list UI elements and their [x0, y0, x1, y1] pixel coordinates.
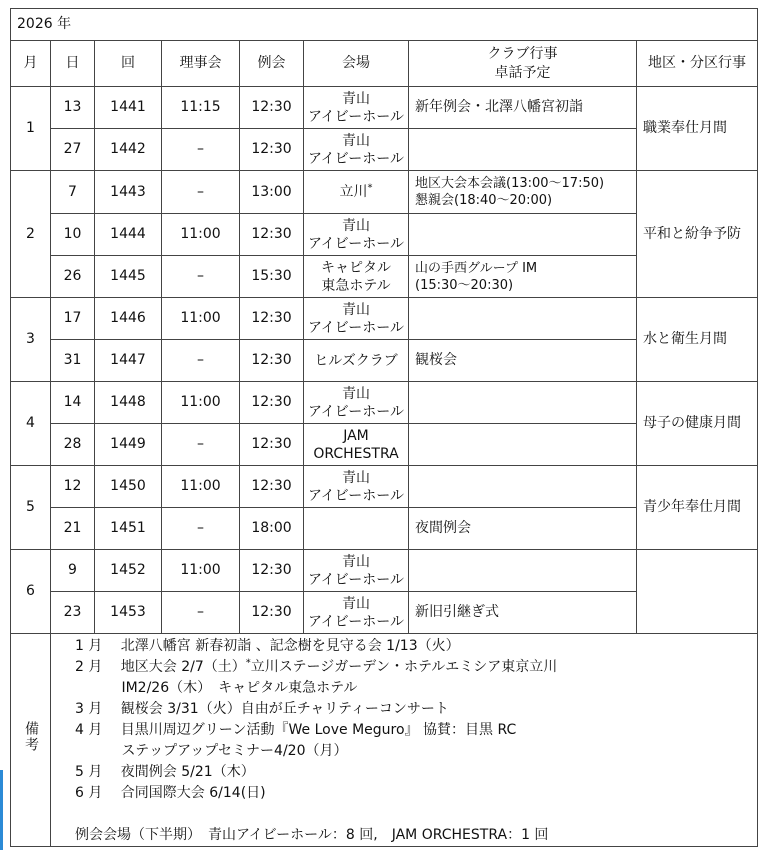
day-cell: 28 — [51, 424, 95, 466]
remark-line: IM2/26（木） キャピタル東急ホテル — [75, 680, 358, 696]
meeting-number-cell: 1453 — [95, 592, 162, 634]
event-cell — [409, 550, 637, 592]
venue-cell: 青山 アイビーホール — [304, 214, 409, 256]
table-row — [11, 298, 758, 340]
remark-line: 6 月 合同国際大会 6/14(日) — [75, 785, 266, 801]
board-time-cell: 11:00 — [162, 550, 240, 592]
meeting-number-cell: 1448 — [95, 382, 162, 424]
meeting-number-cell: 1447 — [95, 340, 162, 382]
board-time-cell: 11:00 — [162, 214, 240, 256]
event-cell — [409, 466, 637, 508]
district-cell: 母子の健康月間 — [637, 382, 758, 466]
day-cell: 14 — [51, 382, 95, 424]
day-cell: 9 — [51, 550, 95, 592]
remark-line: 例会会場（下半期） 青山アイビーホール：8 回, JAM ORCHESTRA：1 回 — [75, 827, 549, 843]
venue-cell: 青山 アイビーホール — [304, 382, 409, 424]
district-cell: 水と衛生月間 — [637, 298, 758, 382]
remark-line: 2 月 地区大会 2/7（土）*立川ステージガーデン・ホテルエミシア東京立川 — [75, 657, 558, 675]
day-cell: 13 — [51, 87, 95, 129]
meeting-time-cell: 15:30 — [240, 256, 304, 298]
event-cell: 新旧引継ぎ式 — [409, 592, 637, 634]
meeting-number-cell: 1449 — [95, 424, 162, 466]
district-cell — [637, 550, 758, 634]
column-header: 地区・分区行事 — [637, 41, 758, 87]
meeting-time-cell: 12:30 — [240, 87, 304, 129]
meeting-time-cell: 13:00 — [240, 171, 304, 214]
table-row — [11, 171, 758, 214]
remark-line: 5 月 夜間例会 5/21（木） — [75, 764, 255, 780]
event-cell — [409, 298, 637, 340]
board-time-cell: – — [162, 508, 240, 550]
year-header: 2026 年 — [11, 9, 758, 41]
day-cell: 7 — [51, 171, 95, 214]
district-cell: 職業奉仕月間 — [637, 87, 758, 171]
table-row — [11, 87, 758, 129]
meeting-time-cell: 12:30 — [240, 129, 304, 171]
meeting-number-cell: 1442 — [95, 129, 162, 171]
meeting-number-cell: 1443 — [95, 171, 162, 214]
meeting-number-cell: 1441 — [95, 87, 162, 129]
column-header: 会場 — [304, 41, 409, 87]
day-cell: 10 — [51, 214, 95, 256]
meeting-time-cell: 12:30 — [240, 382, 304, 424]
venue-cell: ヒルズクラブ — [304, 340, 409, 382]
board-time-cell: – — [162, 129, 240, 171]
day-cell: 17 — [51, 298, 95, 340]
meeting-number-cell: 1451 — [95, 508, 162, 550]
remark-line: 3 月 観桜会 3/31（火）自由が丘チャリティーコンサート — [75, 701, 449, 717]
board-time-cell: – — [162, 256, 240, 298]
district-cell: 平和と紛争予防 — [637, 171, 758, 298]
venue-cell: 青山 アイビーホール — [304, 87, 409, 129]
meeting-time-cell: 12:30 — [240, 550, 304, 592]
meeting-number-cell: 1452 — [95, 550, 162, 592]
board-time-cell: – — [162, 592, 240, 634]
event-cell — [409, 424, 637, 466]
event-cell: 地区大会本会議(13:00～17:50) 懇親会(18:40～20:00) — [409, 171, 637, 214]
schedule-table — [10, 8, 758, 847]
column-header: 月 — [11, 41, 51, 87]
day-cell: 21 — [51, 508, 95, 550]
asterisk-mark: * — [245, 657, 251, 669]
board-time-cell: – — [162, 171, 240, 214]
remarks-content — [51, 634, 758, 847]
meeting-number-cell: 1450 — [95, 466, 162, 508]
venue-cell: JAM ORCHESTRA — [304, 424, 409, 466]
meeting-time-cell: 12:30 — [240, 592, 304, 634]
venue-cell: 青山 アイビーホール — [304, 592, 409, 634]
venue-cell — [304, 508, 409, 550]
event-cell: 観桜会 — [409, 340, 637, 382]
event-cell — [409, 382, 637, 424]
district-cell: 青少年奉仕月間 — [637, 466, 758, 550]
table-row — [11, 382, 758, 424]
event-cell — [409, 129, 637, 171]
month-cell: 5 — [11, 466, 51, 550]
board-time-cell: 11:00 — [162, 382, 240, 424]
remarks-label-text: 備考 — [23, 721, 39, 753]
board-time-cell: 11:00 — [162, 466, 240, 508]
venue-cell: 青山 アイビーホール — [304, 550, 409, 592]
meeting-number-cell: 1444 — [95, 214, 162, 256]
board-time-cell: 11:00 — [162, 298, 240, 340]
venue-cell: 青山 アイビーホール — [304, 298, 409, 340]
remark-line: 1 月 北澤八幡宮 新春初詣 、記念樹を見守る会 1/13（火） — [75, 638, 460, 654]
left-accent-bar — [0, 770, 3, 850]
meeting-time-cell: 12:30 — [240, 340, 304, 382]
event-cell: 山の手西グループ IM (15:30～20:30) — [409, 256, 637, 298]
venue-cell: 立川* — [304, 171, 409, 214]
column-header: クラブ行事 卓話予定 — [409, 41, 637, 87]
event-cell — [409, 214, 637, 256]
board-time-cell: – — [162, 340, 240, 382]
remarks-label — [11, 634, 51, 847]
venue-cell: 青山 アイビーホール — [304, 466, 409, 508]
board-time-cell: 11:15 — [162, 87, 240, 129]
remark-line: ステップアップセミナー4/20（月） — [75, 743, 348, 759]
column-header: 例会 — [240, 41, 304, 87]
meeting-time-cell: 12:30 — [240, 466, 304, 508]
day-cell: 27 — [51, 129, 95, 171]
day-cell: 26 — [51, 256, 95, 298]
asterisk-mark: * — [367, 182, 373, 194]
month-cell: 4 — [11, 382, 51, 466]
table-row — [11, 550, 758, 592]
month-cell: 1 — [11, 87, 51, 171]
venue-cell: キャピタル 東急ホテル — [304, 256, 409, 298]
meeting-time-cell: 12:30 — [240, 214, 304, 256]
day-cell: 12 — [51, 466, 95, 508]
table-row — [11, 466, 758, 508]
remark-line: 4 月 目黒川周辺グリーン活動『We Love Meguro』 協賛：目黒 RC — [75, 722, 517, 738]
day-cell: 23 — [51, 592, 95, 634]
column-header: 回 — [95, 41, 162, 87]
column-header: 日 — [51, 41, 95, 87]
month-cell: 2 — [11, 171, 51, 298]
month-cell: 6 — [11, 550, 51, 634]
board-time-cell: – — [162, 424, 240, 466]
day-cell: 31 — [51, 340, 95, 382]
event-cell: 夜間例会 — [409, 508, 637, 550]
meeting-time-cell: 18:00 — [240, 508, 304, 550]
column-header: 理事会 — [162, 41, 240, 87]
venue-cell: 青山 アイビーホール — [304, 129, 409, 171]
event-cell: 新年例会・北澤八幡宮初詣 — [409, 87, 637, 129]
month-cell: 3 — [11, 298, 51, 382]
meeting-number-cell: 1446 — [95, 298, 162, 340]
meeting-time-cell: 12:30 — [240, 424, 304, 466]
meeting-number-cell: 1445 — [95, 256, 162, 298]
meeting-time-cell: 12:30 — [240, 298, 304, 340]
remark-line — [75, 804, 753, 825]
